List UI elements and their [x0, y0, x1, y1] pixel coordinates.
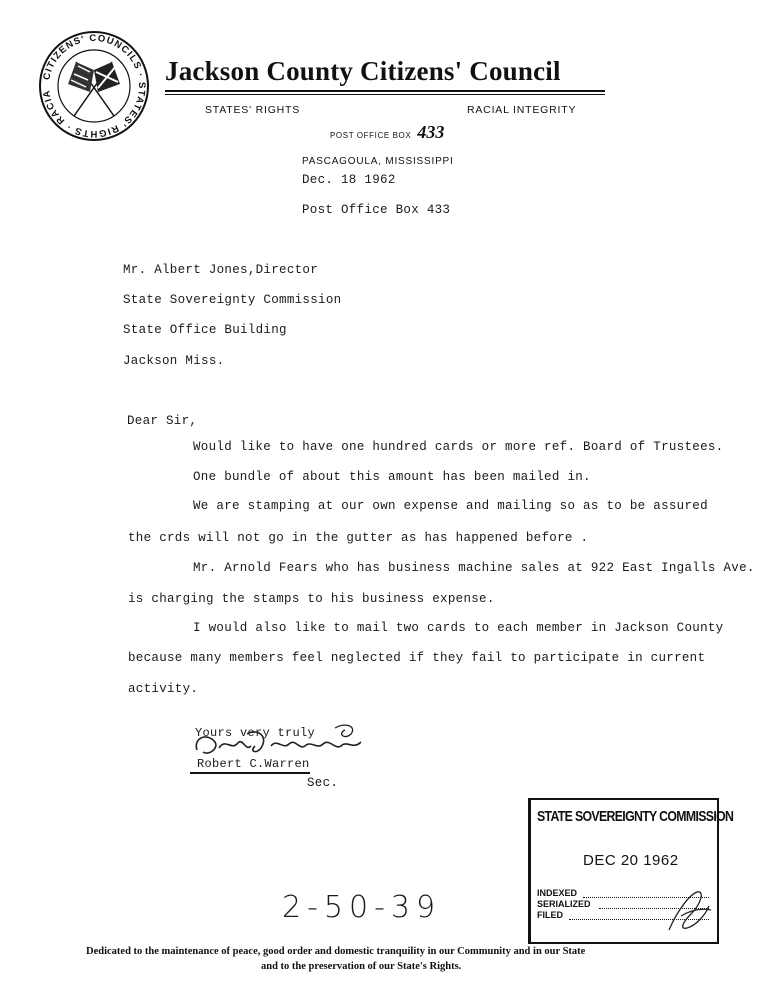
stamp-indexed-label: INDEXED: [537, 888, 578, 898]
footer-line2: and to the preservation of our State's Rights.: [261, 961, 462, 972]
body-line: Mr. Arnold Fears who has business machine sales at 922 East Ingalls Ave.: [193, 561, 755, 575]
body-line: because many members feel neglected if they fail to participate in current: [128, 651, 706, 665]
signature-title: Sec.: [307, 776, 339, 790]
received-stamp: [528, 798, 734, 944]
return-address: Post Office Box 433: [302, 203, 451, 217]
stamp-serialized-label: SERIALIZED: [537, 899, 591, 909]
signature-rule: [190, 772, 310, 774]
body-line: We are stamping at our own expense and mailing so as to be assured: [193, 499, 708, 513]
body-line: One bundle of about this amount has been mailed in.: [193, 470, 591, 484]
organization-name: Jackson County Citizens' Council: [165, 56, 561, 86]
body-line: activity.: [128, 682, 199, 696]
letterhead-rule: [165, 90, 605, 92]
stamp-heading: STATE SOVEREIGNTY COMMISSION: [537, 808, 734, 825]
body-line: I would also like to mail two cards to each member in Jackson County: [193, 621, 724, 635]
body-line: the crds will not go in the gutter as has happened before .: [128, 531, 589, 545]
recipient-line4: Jackson Miss.: [123, 354, 225, 368]
recipient-line1: Mr. Albert Jones,Director: [123, 263, 319, 277]
po-box-line: [330, 122, 444, 143]
salutation: Dear Sir,: [127, 414, 198, 428]
letter-date: Dec. 18 1962: [302, 173, 396, 187]
footer-line1: Dedicated to the maintenance of peace, good order and domestic tranquility in our Community and in our State: [86, 946, 586, 957]
file-number: 2-50-39: [282, 890, 442, 925]
recipient-line2: State Sovereignty Commission: [123, 293, 342, 307]
po-box-label: POST OFFICE BOX: [330, 131, 412, 140]
stamp-filed-label: FILED: [537, 910, 563, 920]
city: PASCAGOULA, MISSISSIPPI: [302, 156, 454, 167]
recipient-line3: State Office Building: [123, 323, 287, 337]
stamp-initials: [661, 886, 717, 938]
stamp-date: DEC 20 1962: [583, 852, 679, 869]
svg-text:CITIZENS' COUNCILS · STATES' R: CITIZENS' COUNCILS · STATES' RIGHTS · RACIA: [41, 32, 148, 140]
po-box-number: 433: [417, 122, 445, 142]
motto-left: STATES' RIGHTS: [205, 104, 301, 116]
closing: Yours very truly: [195, 726, 316, 740]
council-seal: [38, 30, 150, 142]
body-line: is charging the stamps to his business expense.: [128, 592, 495, 606]
body-line: Would like to have one hundred cards or more ref. Board of Trustees.: [193, 440, 724, 454]
signature-name: Robert C.Warren: [197, 757, 310, 771]
letterhead-rule-thin: [165, 94, 605, 95]
motto-right: RACIAL INTEGRITY: [467, 104, 577, 116]
